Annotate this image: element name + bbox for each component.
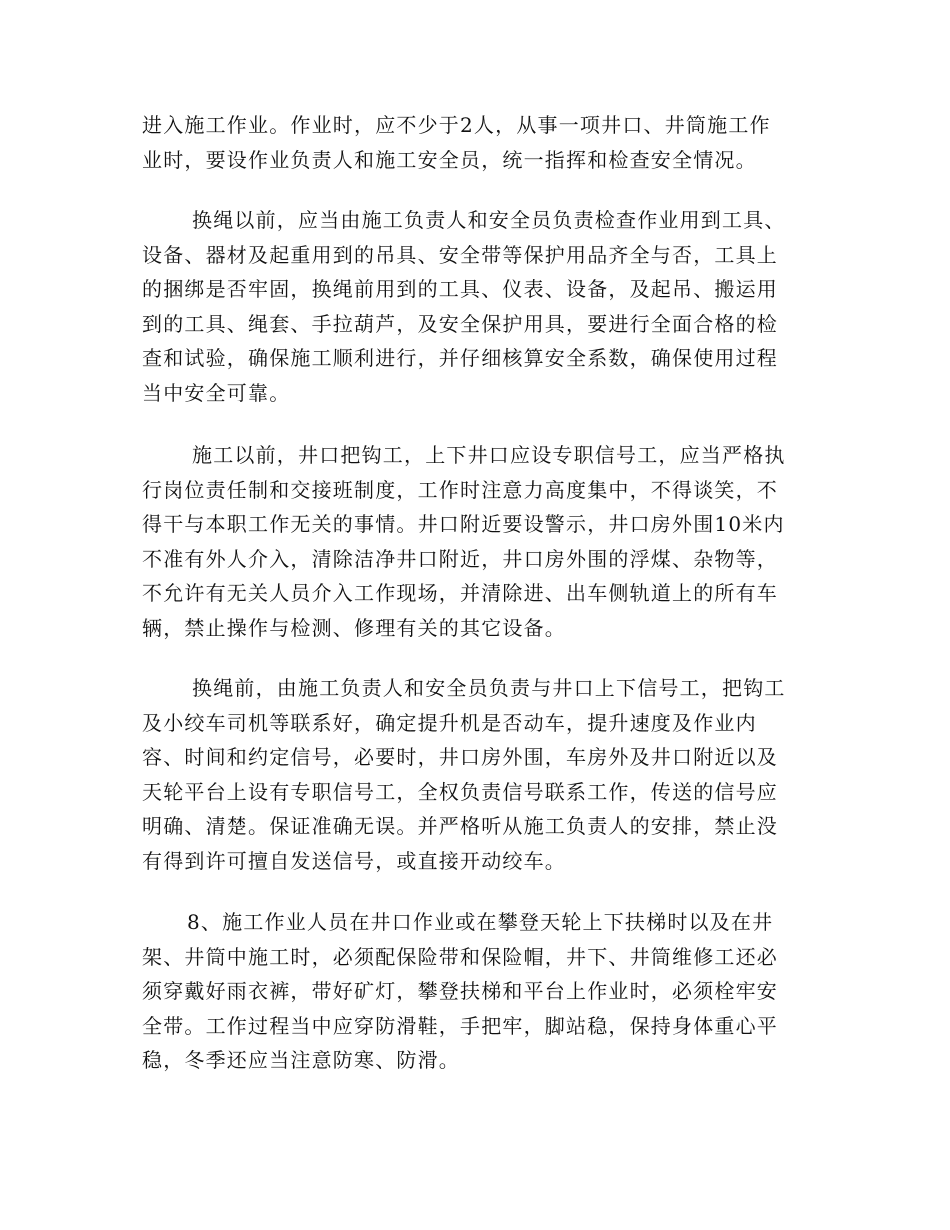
text-line: 明确、清楚。保证准确无误。并严格听从施工负责人的安排，禁止没 bbox=[142, 814, 778, 838]
text-line: 行岗位责任制和交接班制度，工作时注意力高度集中，不得谈笑，不 bbox=[142, 477, 778, 502]
text-line: 得干与本职工作无关的事情。井口附近要设警示，井口房外围10米内 bbox=[142, 512, 785, 536]
text-line: 设备、器材及起重用到的吊具、安全带等保护用品齐全与否，工具上 bbox=[142, 242, 778, 267]
text-line: 不允许有无关人员介入工作现场，并清除进、出车侧轨道上的所有车 bbox=[142, 581, 778, 605]
text-line: 全带。工作过程当中应穿防滑鞋，手把牢，脚站稳，保持身体重心平 bbox=[142, 1013, 778, 1038]
text-line: 架、井筒中施工时，必须配保险带和保险帽，井下、井筒维修工还必 bbox=[142, 944, 778, 969]
paragraph-4 bbox=[142, 671, 802, 878]
text-line: 查和试验，确保施工顺利进行，并仔细核算安全系数，确保使用过程 bbox=[142, 346, 778, 370]
text-line: 施工以前，井口把钩工，上下井口应设专职信号工，应当严格执 bbox=[192, 443, 786, 467]
text-line: 天轮平台上设有专职信号工，全权负责信号联系工作，传送的信号应 bbox=[142, 779, 778, 804]
text-line: 辆，禁止操作与检测、修理有关的其它设备。 bbox=[142, 615, 566, 640]
paragraph-5 bbox=[142, 905, 802, 1078]
text-line: 的捆绑是否牢固，换绳前用到的工具、仪表、设备，及起吊、搬运用 bbox=[142, 277, 778, 301]
text-line: 容、时间和约定信号，必要时，井口房外围，车房外及井口附近以及 bbox=[142, 745, 778, 769]
text-line: 换绳以前，应当由施工负责人和安全员负责检查作业用到工具、 bbox=[192, 208, 786, 232]
paragraph-2 bbox=[142, 203, 802, 410]
text-line: 8、施工作业人员在井口作业或在攀登天轮上下扶梯时以及在井 bbox=[187, 910, 774, 934]
text-line: 稳，冬季还应当注意防寒、防滑。 bbox=[142, 1048, 460, 1072]
text-line: 不准有外人介入，清除洁净井口附近，井口房外围的浮煤、杂物等， bbox=[142, 546, 778, 571]
text-line: 换绳前，由施工负责人和安全员负责与井口上下信号工，把钩工 bbox=[192, 676, 786, 700]
text-line: 业时，要设作业负责人和施工安全员，统一指挥和检查安全情况。 bbox=[142, 147, 757, 172]
text-line: 有得到许可擅自发送信号，或直接开动绞车。 bbox=[142, 848, 566, 873]
text-line: 须穿戴好雨衣裤，带好矿灯，攀登扶梯和平台上作业时，必须栓牢安 bbox=[142, 979, 778, 1003]
text-line: 及小绞车司机等联系好，确定提升机是否动车，提升速度及作业内 bbox=[142, 710, 757, 735]
paragraph-3 bbox=[142, 438, 802, 645]
text-line: 进入施工作业。作业时，应不少于2人，从事一项井口、井筒施工作 bbox=[142, 113, 771, 137]
text-line: 当中安全可靠。 bbox=[142, 380, 291, 405]
paragraph-1 bbox=[142, 108, 802, 177]
text-line: 到的工具、绳套、手拉葫芦，及安全保护用具，要进行全面合格的检 bbox=[142, 311, 778, 336]
